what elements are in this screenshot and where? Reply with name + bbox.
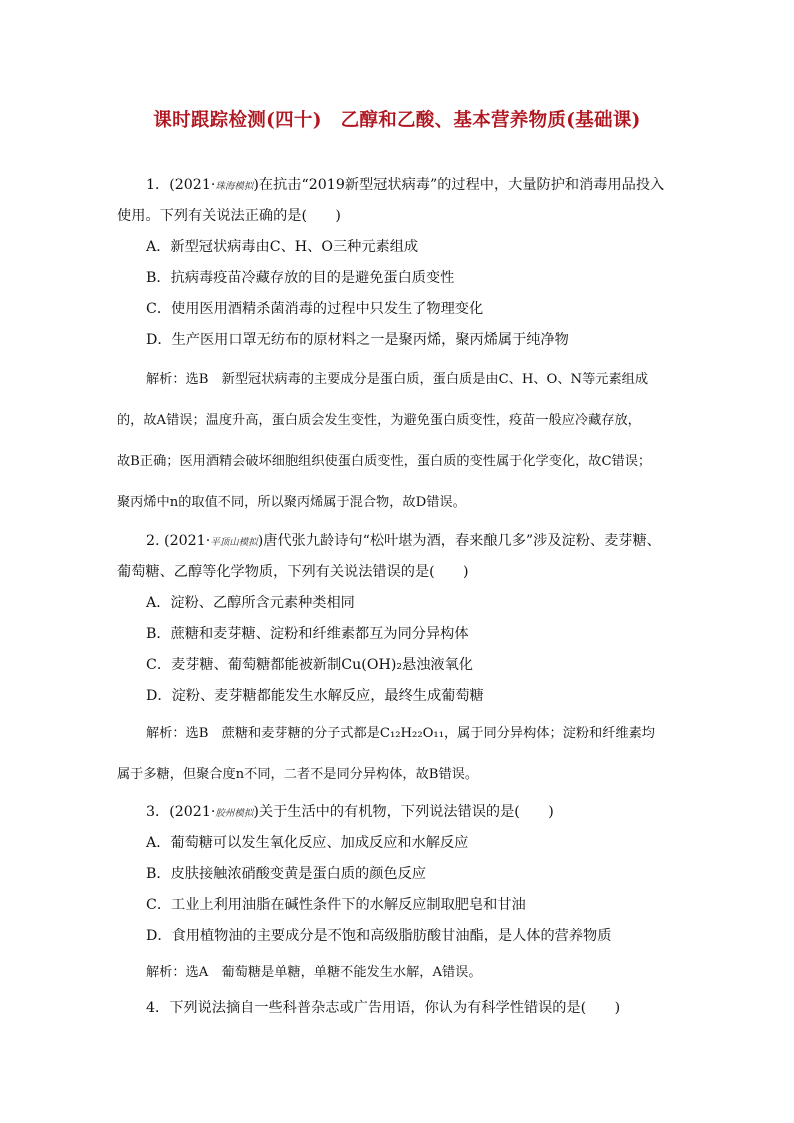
question-3-analysis-line-1: 解析：选A 葡萄糖是单糖，单糖不能发生水解，A错误。	[146, 965, 482, 980]
question-3-option-a: A．葡萄糖可以发生氧化反应、加成反应和水解反应	[146, 835, 469, 851]
question-3-option-c: C．工业上利用油脂在碱性条件下的水解反应制取肥皂和甘油	[146, 897, 526, 913]
question-number: 3．	[146, 804, 170, 820]
page-title: 课时跟踪检测(四十) 乙醇和乙酸、基本营养物质(基础课)	[153, 110, 641, 131]
question-1-option-d: D．生产医用口罩无纺布的原材料之一是聚丙烯，聚丙烯属于纯净物	[146, 332, 569, 348]
question-year: (2021·	[169, 177, 216, 193]
question-1-stem-line-2: 使用。下列有关说法正确的是( )	[117, 208, 341, 224]
question-2-stem-line-2: 葡萄糖、乙醇等化学物质，下列有关说法错误的是( )	[117, 564, 469, 580]
question-1-analysis-line-3: 故B正确；医用酒精会破坏细胞组织使蛋白质变性，蛋白质的变性属于化学变化，故C错误；	[117, 454, 652, 469]
question-number: 1．	[146, 177, 170, 193]
question-4-stem-line-1: 4．下列说法摘自一些科普杂志或广告用语，你认为有科学性错误的是( )	[146, 1000, 621, 1016]
question-source: 胶州模拟	[215, 808, 254, 819]
question-year: (2021·	[164, 533, 211, 549]
question-2-stem-line-1: 2. (2021·平顶山模拟)唐代张九龄诗句“松叶堪为酒，春来酿几多”涉及淀粉、麦芽糖、	[146, 533, 661, 549]
question-3-option-d: D．食用植物油的主要成分是不饱和高级脂肪酸甘油酯，是人体的营养物质	[146, 928, 612, 944]
question-3-stem-line-1: 3．(2021·胶州模拟)关于生活中的有机物，下列说法错误的是( )	[146, 804, 554, 820]
question-2-option-c: C．麦芽糖、葡萄糖都能被新制Cu(OH)₂悬浊液氧化	[146, 657, 473, 673]
question-2-option-d: D．淀粉、麦芽糖都能发生水解反应，最终生成葡萄糖	[146, 688, 484, 704]
question-1-analysis-line-2: 的，故A错误；温度升高，蛋白质会发生变性，为避免蛋白质变性，疫苗一般应冷藏存放，	[117, 413, 641, 428]
question-2-analysis-line-2: 属于多糖，但聚合度n不同，二者不是同分异构体，故B错误。	[117, 767, 479, 782]
question-1-option-c: C．使用医用酒精杀菌消毒的过程中只发生了物理变化	[146, 301, 484, 317]
question-2-option-b: B．蔗糖和麦芽糖、淀粉和纤维素都互为同分异构体	[146, 626, 469, 642]
question-2-option-a: A．淀粉、乙醇所含元素种类相同	[146, 595, 355, 611]
question-number: 4．	[146, 1000, 170, 1016]
question-1-analysis-line-1: 解析：选B 新型冠状病毒的主要成分是蛋白质，蛋白质是由C、H、O、N等元素组成	[146, 372, 649, 387]
question-1-option-b: B．抗病毒疫苗冷藏存放的目的是避免蛋白质变性	[146, 270, 455, 286]
question-year: (2021·	[169, 804, 216, 820]
question-1-option-a: A．新型冠状病毒由C、H、O三种元素组成	[146, 239, 419, 255]
question-3-option-b: B．皮肤接触浓硝酸变黄是蛋白质的颜色反应	[146, 866, 426, 882]
question-source: 珠海模拟	[215, 181, 254, 192]
question-number: 2.	[146, 533, 165, 549]
question-2-analysis-line-1: 解析：选B 蔗糖和麦芽糖的分子式都是C₁₂H₂₂O₁₁，属于同分异构体；淀粉和纤维素均	[146, 726, 655, 741]
question-1-analysis-line-4: 聚丙烯中n的取值不同，所以聚丙烯属于混合物，故D错误。	[117, 495, 466, 510]
question-source: 平顶山模拟	[210, 537, 258, 548]
question-1-stem-line-1: 1．(2021·珠海模拟)在抗击“2019新型冠状病毒”的过程中，大量防护和消毒用品投入	[146, 177, 665, 193]
